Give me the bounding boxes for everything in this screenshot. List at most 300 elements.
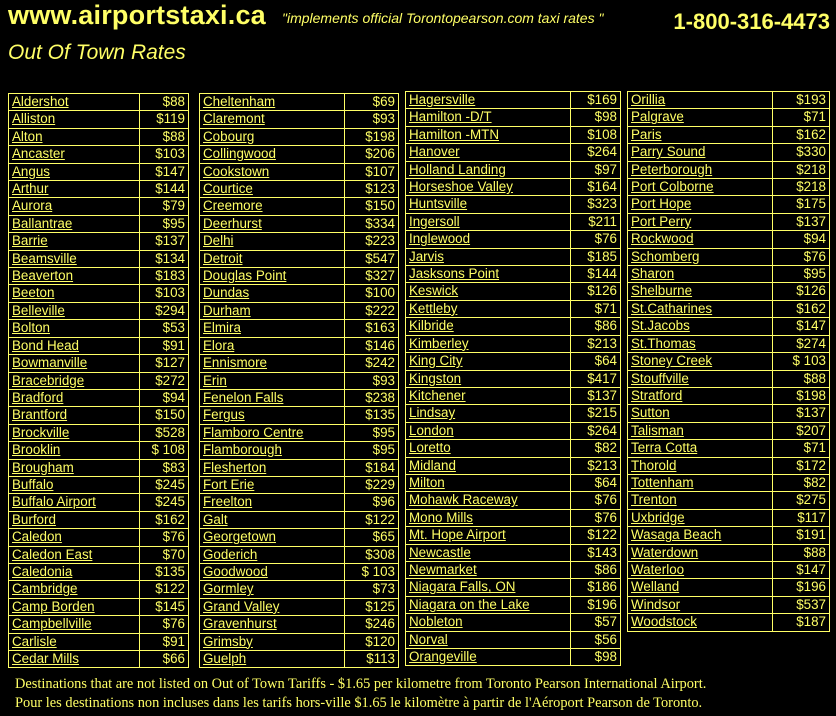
- table-row: [9, 442, 189, 459]
- destination-name[interactable]: Terra Cotta: [628, 440, 773, 457]
- destination-name[interactable]: Brougham: [9, 459, 140, 476]
- destination-rate: $198: [773, 387, 830, 404]
- table-row: [406, 161, 621, 178]
- destination-rate: $56: [571, 631, 621, 648]
- site-url[interactable]: www.airportstaxi.ca: [8, 0, 266, 30]
- destination-name[interactable]: Guelph: [200, 651, 345, 668]
- table-row: [200, 511, 399, 528]
- destination-name[interactable]: Bond Head: [9, 337, 140, 354]
- destination-rate: $186: [571, 579, 621, 596]
- table-row: [406, 527, 621, 544]
- destination-name[interactable]: Thorold: [628, 457, 773, 474]
- destination-rate: $264: [571, 144, 621, 161]
- footer-note-english: Destinations that are not listed on Out of Town Tariffs - $1.65 per kilometre from Toronto Pearson International Airport.: [15, 676, 707, 692]
- destination-rate: $71: [773, 109, 830, 126]
- destination-name[interactable]: Port Perry: [628, 213, 773, 230]
- table-row: [200, 442, 399, 459]
- destination-rate: $137: [571, 387, 621, 404]
- destination-rate: $88: [773, 370, 830, 387]
- destination-name[interactable]: Schomberg: [628, 248, 773, 265]
- table-row: [200, 581, 399, 598]
- destination-name[interactable]: Georgetown: [200, 529, 345, 546]
- destination-rate: $207: [773, 422, 830, 439]
- destination-rate: $ 108: [140, 442, 189, 459]
- destination-rate: $218: [773, 161, 830, 178]
- destination-rate: $76: [571, 231, 621, 248]
- page-title: Out Of Town Rates: [8, 41, 186, 64]
- destination-rate: $66: [140, 651, 189, 668]
- destination-rate: $146: [345, 337, 399, 354]
- destination-name[interactable]: Palgrave: [628, 109, 773, 126]
- table-row: [628, 161, 830, 178]
- table-row: [406, 266, 621, 283]
- destination-name[interactable]: Hamilton -MTN: [406, 126, 571, 143]
- destination-name[interactable]: Belleville: [9, 302, 140, 319]
- destination-rate: $184: [345, 459, 399, 476]
- destination-rate: $91: [140, 337, 189, 354]
- table-row: [628, 335, 830, 352]
- destination-rate: $143: [571, 544, 621, 561]
- destination-rate: $83: [140, 459, 189, 476]
- destination-rate: $95: [140, 215, 189, 232]
- destination-rate: $73: [345, 581, 399, 598]
- destination-rate: $122: [345, 511, 399, 528]
- destination-rate: $94: [140, 389, 189, 406]
- destination-name[interactable]: Goderich: [200, 546, 345, 563]
- table-row: [9, 651, 189, 668]
- table-row: [628, 614, 830, 631]
- table-row: [200, 476, 399, 493]
- destination-name[interactable]: Port Colborne: [628, 179, 773, 196]
- destination-rate: $187: [773, 614, 830, 631]
- destination-rate: $76: [773, 248, 830, 265]
- destination-rate: $274: [773, 335, 830, 352]
- destination-name[interactable]: Woodstock: [628, 614, 773, 631]
- table-row: [200, 424, 399, 441]
- table-row: [406, 283, 621, 300]
- destination-rate: $64: [571, 474, 621, 491]
- destination-name[interactable]: Grimsby: [200, 633, 345, 650]
- destination-name[interactable]: Hamilton -D/T: [406, 109, 571, 126]
- destination-name[interactable]: Sharon: [628, 266, 773, 283]
- destination-rate: $272: [140, 372, 189, 389]
- table-row: [628, 440, 830, 457]
- destination-name[interactable]: Brooklin: [9, 442, 140, 459]
- destination-name[interactable]: Uxbridge: [628, 509, 773, 526]
- destination-name[interactable]: Cheltenham: [200, 94, 345, 111]
- destination-name[interactable]: Caledon: [9, 529, 140, 546]
- table-row: [9, 511, 189, 528]
- table-row: [9, 268, 189, 285]
- destination-rate: $88: [773, 544, 830, 561]
- destination-name[interactable]: Creemore: [200, 198, 345, 215]
- destination-name[interactable]: Inglewood: [406, 231, 571, 248]
- destination-name[interactable]: Jarvis: [406, 248, 571, 265]
- table-row: [406, 561, 621, 578]
- destination-name[interactable]: Hanover: [406, 144, 571, 161]
- destination-name[interactable]: Flamboro Centre: [200, 424, 345, 441]
- destination-name[interactable]: Durham: [200, 302, 345, 319]
- destination-name[interactable]: Wasaga Beach: [628, 527, 773, 544]
- destination-name[interactable]: Elmira: [200, 320, 345, 337]
- destination-name[interactable]: Horseshoe Valley: [406, 179, 571, 196]
- table-row: [200, 546, 399, 563]
- destination-name[interactable]: Douglas Point: [200, 268, 345, 285]
- table-row: [628, 405, 830, 422]
- table-row: [406, 474, 621, 491]
- destination-name[interactable]: Hagersville: [406, 92, 571, 109]
- destination-name[interactable]: Shelburne: [628, 283, 773, 300]
- phone-number[interactable]: 1-800-316-4473: [673, 9, 830, 34]
- destination-name[interactable]: Talisman: [628, 422, 773, 439]
- table-row: [9, 233, 189, 250]
- destination-rate: $245: [140, 476, 189, 493]
- destination-name[interactable]: Fort Erie: [200, 476, 345, 493]
- rates-table-column-4: [627, 91, 830, 632]
- table-row: [200, 268, 399, 285]
- table-row: [628, 196, 830, 213]
- destination-rate: $113: [345, 651, 399, 668]
- destination-name[interactable]: Kitchener: [406, 387, 571, 404]
- table-row: [200, 616, 399, 633]
- destination-name[interactable]: Dundas: [200, 285, 345, 302]
- table-row: [200, 146, 399, 163]
- destination-name[interactable]: Waterdown: [628, 544, 773, 561]
- table-row: [9, 581, 189, 598]
- destination-name[interactable]: Tottenham: [628, 474, 773, 491]
- destination-rate: $193: [773, 92, 830, 109]
- destination-rate: $172: [773, 457, 830, 474]
- table-row: [406, 457, 621, 474]
- destination-name[interactable]: Aurora: [9, 198, 140, 215]
- destination-name[interactable]: Elora: [200, 337, 345, 354]
- destination-rate: $125: [345, 598, 399, 615]
- destination-rate: $547: [345, 250, 399, 267]
- destination-name[interactable]: Rockwood: [628, 231, 773, 248]
- destination-rate: $275: [773, 492, 830, 509]
- table-row: [200, 563, 399, 580]
- table-row: [406, 144, 621, 161]
- table-row: [406, 109, 621, 126]
- destination-name[interactable]: Ancaster: [9, 146, 140, 163]
- table-row: [9, 546, 189, 563]
- table-row: [628, 353, 830, 370]
- destination-name[interactable]: Orangeville: [406, 649, 571, 666]
- destination-name[interactable]: Angus: [9, 163, 140, 180]
- destination-name[interactable]: Beaverton: [9, 268, 140, 285]
- destination-name[interactable]: Burford: [9, 511, 140, 528]
- destination-name[interactable]: Stratford: [628, 387, 773, 404]
- destination-rate: $144: [571, 266, 621, 283]
- rates-table-column-1: [8, 93, 189, 668]
- destination-rate: $196: [773, 579, 830, 596]
- table-row: [200, 355, 399, 372]
- destination-rate: $229: [345, 476, 399, 493]
- destination-rate: $117: [773, 509, 830, 526]
- table-row: [9, 198, 189, 215]
- destination-name[interactable]: Fenelon Falls: [200, 389, 345, 406]
- destination-rate: $57: [571, 614, 621, 631]
- destination-name[interactable]: Carlisle: [9, 633, 140, 650]
- destination-rate: $183: [140, 268, 189, 285]
- destination-rate: $ 103: [773, 353, 830, 370]
- destination-name[interactable]: Goodwood: [200, 563, 345, 580]
- destination-name[interactable]: Galt: [200, 511, 345, 528]
- destination-rate: $88: [140, 94, 189, 111]
- table-row: [628, 213, 830, 230]
- table-row: [406, 387, 621, 404]
- destination-rate: $135: [345, 407, 399, 424]
- destination-rate: $71: [571, 300, 621, 317]
- table-row: [200, 215, 399, 232]
- table-row: [9, 111, 189, 128]
- destination-name[interactable]: Collingwood: [200, 146, 345, 163]
- destination-name[interactable]: Paris: [628, 126, 773, 143]
- destination-rate: $76: [571, 492, 621, 509]
- table-row: [200, 389, 399, 406]
- table-row: [200, 494, 399, 511]
- destination-name[interactable]: Newmarket: [406, 561, 571, 578]
- destination-rate: $127: [140, 355, 189, 372]
- destination-rate: $122: [571, 527, 621, 544]
- destination-name[interactable]: Bradford: [9, 389, 140, 406]
- destination-name[interactable]: Gormley: [200, 581, 345, 598]
- table-row: [200, 651, 399, 668]
- table-row: [200, 407, 399, 424]
- destination-name[interactable]: Jasksons Point: [406, 266, 571, 283]
- destination-name[interactable]: Trenton: [628, 492, 773, 509]
- table-row: [628, 596, 830, 613]
- destination-name[interactable]: Mono Mills: [406, 509, 571, 526]
- destination-name[interactable]: Lindsay: [406, 405, 571, 422]
- table-row: [9, 372, 189, 389]
- destination-name[interactable]: Deerhurst: [200, 215, 345, 232]
- table-row: [406, 544, 621, 561]
- destination-name[interactable]: Detroit: [200, 250, 345, 267]
- destination-rate: $164: [571, 179, 621, 196]
- destination-name[interactable]: Caledon East: [9, 546, 140, 563]
- destination-name[interactable]: Peterborough: [628, 161, 773, 178]
- destination-rate: $88: [140, 128, 189, 145]
- destination-name[interactable]: St.Thomas: [628, 335, 773, 352]
- destination-name[interactable]: Beeton: [9, 285, 140, 302]
- destination-name[interactable]: Stouffville: [628, 370, 773, 387]
- destination-rate: $82: [773, 474, 830, 491]
- destination-rate: $134: [140, 250, 189, 267]
- destination-name[interactable]: St.Catharines: [628, 300, 773, 317]
- destination-name[interactable]: Welland: [628, 579, 773, 596]
- table-row: [406, 596, 621, 613]
- table-row: [9, 302, 189, 319]
- table-row: [9, 146, 189, 163]
- destination-name[interactable]: Arthur: [9, 181, 140, 198]
- table-row: [200, 94, 399, 111]
- destination-name[interactable]: Loretto: [406, 440, 571, 457]
- destination-name[interactable]: Fergus: [200, 407, 345, 424]
- table-row: [200, 111, 399, 128]
- table-row: [628, 561, 830, 578]
- table-row: [628, 283, 830, 300]
- destination-name[interactable]: Kingston: [406, 370, 571, 387]
- destination-name[interactable]: Cedar Mills: [9, 651, 140, 668]
- destination-name[interactable]: Niagara on the Lake: [406, 596, 571, 613]
- destination-name[interactable]: Ingersoll: [406, 213, 571, 230]
- table-row: [9, 355, 189, 372]
- destination-rate: $196: [571, 596, 621, 613]
- tagline: "implements official Torontopearson.com taxi rates ": [282, 10, 604, 26]
- destination-name[interactable]: Erin: [200, 372, 345, 389]
- destination-name[interactable]: Kilbride: [406, 318, 571, 335]
- table-row: [200, 181, 399, 198]
- destination-name[interactable]: Mt. Hope Airport: [406, 527, 571, 544]
- destination-rate: $246: [345, 616, 399, 633]
- destination-name[interactable]: Holland Landing: [406, 161, 571, 178]
- table-row: [200, 598, 399, 615]
- rates-table-column-2: [199, 93, 399, 668]
- destination-rate: $162: [140, 511, 189, 528]
- destination-name[interactable]: Kettleby: [406, 300, 571, 317]
- table-row: [628, 492, 830, 509]
- table-row: [9, 598, 189, 615]
- table-row: [9, 476, 189, 493]
- destination-rate: $96: [345, 494, 399, 511]
- destination-rate: $137: [773, 405, 830, 422]
- destination-name[interactable]: Campbellville: [9, 616, 140, 633]
- destination-name[interactable]: Waterloo: [628, 561, 773, 578]
- destination-rate: $69: [345, 94, 399, 111]
- destination-rate: $206: [345, 146, 399, 163]
- destination-name[interactable]: London: [406, 422, 571, 439]
- destination-name[interactable]: Grand Valley: [200, 598, 345, 615]
- destination-name[interactable]: Orillia: [628, 92, 773, 109]
- table-row: [9, 563, 189, 580]
- destination-name[interactable]: Milton: [406, 474, 571, 491]
- destination-rate: $323: [571, 196, 621, 213]
- destination-rate: $137: [140, 233, 189, 250]
- destination-name[interactable]: Buffalo: [9, 476, 140, 493]
- destination-name[interactable]: Sutton: [628, 405, 773, 422]
- destination-name[interactable]: Ennismore: [200, 355, 345, 372]
- destination-name[interactable]: Alliston: [9, 111, 140, 128]
- destination-name[interactable]: Bracebridge: [9, 372, 140, 389]
- destination-name[interactable]: Flesherton: [200, 459, 345, 476]
- table-row: [406, 614, 621, 631]
- destination-rate: $213: [571, 457, 621, 474]
- destination-rate: $126: [571, 283, 621, 300]
- destination-name[interactable]: Cambridge: [9, 581, 140, 598]
- destination-name[interactable]: Norval: [406, 631, 571, 648]
- table-row: [200, 198, 399, 215]
- destination-name[interactable]: Nobleton: [406, 614, 571, 631]
- destination-rate: $191: [773, 527, 830, 544]
- destination-name[interactable]: Alton: [9, 128, 140, 145]
- destination-rate: $147: [773, 561, 830, 578]
- destination-name[interactable]: Huntsville: [406, 196, 571, 213]
- destination-name[interactable]: St.Jacobs: [628, 318, 773, 335]
- table-row: [406, 213, 621, 230]
- destination-name[interactable]: Niagara Falls, ON: [406, 579, 571, 596]
- table-row: [406, 631, 621, 648]
- destination-name[interactable]: Flamborough: [200, 442, 345, 459]
- destination-name[interactable]: Caledonia: [9, 563, 140, 580]
- destination-name[interactable]: Bolton: [9, 320, 140, 337]
- destination-name[interactable]: Courtice: [200, 181, 345, 198]
- table-row: [200, 233, 399, 250]
- destination-name[interactable]: Camp Borden: [9, 598, 140, 615]
- destination-name[interactable]: Barrie: [9, 233, 140, 250]
- destination-name[interactable]: Brockville: [9, 424, 140, 441]
- destination-rate: $245: [140, 494, 189, 511]
- destination-name[interactable]: Stoney Creek: [628, 353, 773, 370]
- destination-name[interactable]: Newcastle: [406, 544, 571, 561]
- destination-rate: $82: [571, 440, 621, 457]
- table-row: [406, 126, 621, 143]
- destination-name[interactable]: Delhi: [200, 233, 345, 250]
- table-row: [406, 196, 621, 213]
- table-row: [406, 300, 621, 317]
- destination-rate: $76: [571, 509, 621, 526]
- table-row: [200, 372, 399, 389]
- table-row: [406, 579, 621, 596]
- destination-rate: $103: [140, 146, 189, 163]
- destination-name[interactable]: King City: [406, 353, 571, 370]
- table-row: [9, 616, 189, 633]
- destination-name[interactable]: Beamsville: [9, 250, 140, 267]
- destination-rate: $93: [345, 372, 399, 389]
- destination-name[interactable]: Freelton: [200, 494, 345, 511]
- destination-rate: $ 103: [345, 563, 399, 580]
- table-row: [200, 128, 399, 145]
- destination-name[interactable]: Mohawk Raceway: [406, 492, 571, 509]
- table-row: [628, 300, 830, 317]
- destination-rate: $528: [140, 424, 189, 441]
- table-row: [9, 494, 189, 511]
- table-row: [628, 318, 830, 335]
- destination-rate: $135: [140, 563, 189, 580]
- destination-name[interactable]: Bowmanville: [9, 355, 140, 372]
- destination-name[interactable]: Ballantrae: [9, 215, 140, 232]
- destination-name[interactable]: Keswick: [406, 283, 571, 300]
- destination-rate: $198: [345, 128, 399, 145]
- destination-name[interactable]: Brantford: [9, 407, 140, 424]
- destination-name[interactable]: Claremont: [200, 111, 345, 128]
- destination-name[interactable]: Buffalo Airport: [9, 494, 140, 511]
- destination-rate: $238: [345, 389, 399, 406]
- destination-rate: $175: [773, 196, 830, 213]
- table-row: [628, 509, 830, 526]
- table-row: [406, 422, 621, 439]
- destination-name[interactable]: Parry Sound: [628, 144, 773, 161]
- destination-name[interactable]: Midland: [406, 457, 571, 474]
- table-row: [9, 94, 189, 111]
- table-row: [406, 92, 621, 109]
- destination-rate: $53: [140, 320, 189, 337]
- table-row: [406, 318, 621, 335]
- destination-name[interactable]: Windsor: [628, 596, 773, 613]
- table-row: [628, 474, 830, 491]
- table-row: [200, 163, 399, 180]
- destination-name[interactable]: Gravenhurst: [200, 616, 345, 633]
- destination-rate: $218: [773, 179, 830, 196]
- table-row: [628, 422, 830, 439]
- destination-rate: $145: [140, 598, 189, 615]
- destination-name[interactable]: Port Hope: [628, 196, 773, 213]
- destination-name[interactable]: Kimberley: [406, 335, 571, 352]
- destination-name[interactable]: Cobourg: [200, 128, 345, 145]
- destination-name[interactable]: Aldershot: [9, 94, 140, 111]
- destination-name[interactable]: Cookstown: [200, 163, 345, 180]
- destination-rate: $98: [571, 109, 621, 126]
